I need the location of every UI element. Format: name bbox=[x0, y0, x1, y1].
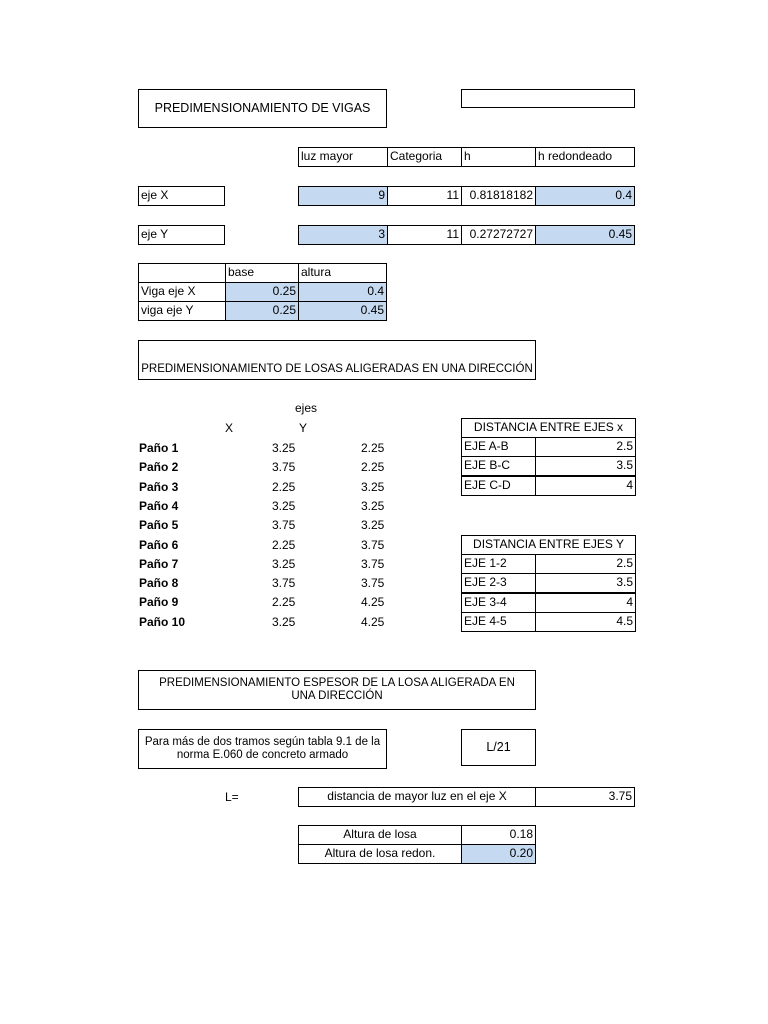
pano-y-value: 4.25 bbox=[361, 614, 385, 629]
pano-x-value: 3.75 bbox=[272, 518, 296, 533]
viga-eje-y-base-input[interactable]: 0.25 bbox=[225, 301, 299, 321]
eje-x-categoria: 11 bbox=[387, 186, 462, 206]
dist-y-title: DISTANCIA ENTRE EJES Y bbox=[461, 535, 636, 555]
eje-label: EJE 1-2 bbox=[461, 554, 536, 574]
y-axis-label: Y bbox=[299, 421, 308, 435]
eje-distance: 2.5 bbox=[535, 437, 636, 457]
eje-x-label: eje X bbox=[138, 186, 225, 206]
eje-y-luz-input[interactable]: 3 bbox=[298, 225, 388, 245]
losas-title: PREDIMENSIONAMIENTO DE LOSAS ALIGERADAS EN UNA DIRECCIÓN bbox=[138, 340, 536, 380]
eje-label: EJE 4-5 bbox=[461, 612, 536, 632]
eje-distance: 3.5 bbox=[535, 456, 636, 476]
eje-label: EJE 3-4 bbox=[461, 593, 536, 613]
pano-label: Paño 6 bbox=[139, 537, 179, 552]
pano-x-value: 3.25 bbox=[272, 441, 296, 455]
pano-label: Paño 2 bbox=[139, 460, 179, 475]
eje-distance: 4.5 bbox=[535, 612, 636, 632]
eje-distance: 4 bbox=[535, 476, 636, 496]
l-value: 3.75 bbox=[535, 787, 635, 807]
viga-eje-x-altura-input[interactable]: 0.4 bbox=[298, 282, 387, 302]
altura-losa-label: Altura de losa bbox=[298, 825, 462, 845]
pano-label: Paño 9 bbox=[139, 595, 179, 610]
formula-cell: L/21 bbox=[461, 729, 536, 766]
pano-label: Paño 5 bbox=[139, 518, 179, 533]
viga-eje-x-base-input[interactable]: 0.25 bbox=[225, 282, 299, 302]
l-label: L= bbox=[225, 790, 239, 804]
pano-label: Paño 3 bbox=[139, 479, 179, 494]
eje-distance: 2.5 bbox=[535, 554, 636, 574]
altura-losa-value: 0.18 bbox=[461, 825, 536, 845]
eje-x-luz-input[interactable]: 9 bbox=[298, 186, 388, 206]
pano-x-value: 3.25 bbox=[272, 614, 296, 629]
pano-y-value: 3.25 bbox=[361, 498, 385, 513]
header-h: h bbox=[461, 147, 536, 167]
x-axis-label: X bbox=[225, 421, 234, 435]
eje-y-h: 0.27272727 bbox=[461, 225, 536, 245]
pano-x-value: 2.25 bbox=[272, 479, 296, 494]
eje-label: EJE B-C bbox=[461, 456, 536, 476]
viga-eje-y-altura-input[interactable]: 0.45 bbox=[298, 301, 387, 321]
eje-label: EJE 2-3 bbox=[461, 573, 536, 593]
pano-x-value: 3.25 bbox=[272, 498, 296, 513]
pano-y-value: 3.25 bbox=[361, 479, 385, 494]
viga-eje-y-label: viga eje Y bbox=[138, 301, 226, 321]
header-altura: altura bbox=[298, 263, 387, 283]
altura-losa-redon-input[interactable]: 0.20 bbox=[461, 844, 536, 864]
header-base: base bbox=[225, 263, 299, 283]
pano-label: Paño 10 bbox=[139, 614, 186, 629]
eje-label: EJE C-D bbox=[461, 476, 536, 496]
pano-label: Paño 4 bbox=[139, 498, 179, 513]
pano-label: Paño 1 bbox=[139, 441, 179, 455]
eje-y-label: eje Y bbox=[138, 225, 225, 245]
pano-x-value: 3.75 bbox=[272, 460, 296, 475]
pano-label: Paño 8 bbox=[139, 576, 179, 591]
pano-y-value: 2.25 bbox=[361, 460, 385, 475]
pano-y-value: 3.25 bbox=[361, 518, 385, 533]
pano-label: Paño 7 bbox=[139, 556, 179, 571]
eje-x-h-redondeado-input[interactable]: 0.4 bbox=[535, 186, 635, 206]
eje-distance: 3.5 bbox=[535, 573, 636, 593]
norma-note: Para más de dos tramos según tabla 9.1 de la norma E.060 de concreto armado bbox=[138, 729, 387, 769]
pano-x-value: 2.25 bbox=[272, 595, 296, 610]
eje-y-h-redondeado-input[interactable]: 0.45 bbox=[535, 225, 635, 245]
header-categoria: Categoria bbox=[387, 147, 462, 167]
seccion-corner bbox=[138, 263, 226, 283]
pano-y-value: 3.75 bbox=[361, 576, 385, 591]
eje-x-h: 0.81818182 bbox=[461, 186, 536, 206]
vigas-title: PREDIMENSIONAMIENTO DE VIGAS bbox=[138, 89, 387, 128]
pano-y-value: 3.75 bbox=[361, 556, 385, 571]
viga-eje-x-label: Viga eje X bbox=[138, 282, 226, 302]
pano-y-value: 4.25 bbox=[361, 595, 385, 610]
eje-distance: 4 bbox=[535, 593, 636, 613]
dist-x-title: DISTANCIA ENTRE EJES x bbox=[461, 418, 636, 438]
header-h-redondeado: h redondeado bbox=[535, 147, 635, 167]
header-luz-mayor: luz mayor bbox=[298, 147, 388, 167]
l-description: distancia de mayor luz en el eje X bbox=[298, 787, 536, 807]
eje-label: EJE A-B bbox=[461, 437, 536, 457]
pano-x-value: 3.25 bbox=[272, 556, 296, 571]
altura-losa-redon-label: Altura de losa redon. bbox=[298, 844, 462, 864]
pano-y-value: 2.25 bbox=[361, 441, 385, 455]
eje-y-categoria: 11 bbox=[387, 225, 462, 245]
pano-y-value: 3.75 bbox=[361, 537, 385, 552]
empty-cell[interactable] bbox=[461, 89, 635, 108]
espesor-title: PREDIMENSIONAMIENTO ESPESOR DE LA LOSA ALIGERADA EN UNA DIRECCIÓN bbox=[138, 670, 536, 710]
pano-x-value: 2.25 bbox=[272, 537, 296, 552]
pano-x-value: 3.75 bbox=[272, 576, 296, 591]
ejes-label: ejes bbox=[295, 401, 318, 415]
